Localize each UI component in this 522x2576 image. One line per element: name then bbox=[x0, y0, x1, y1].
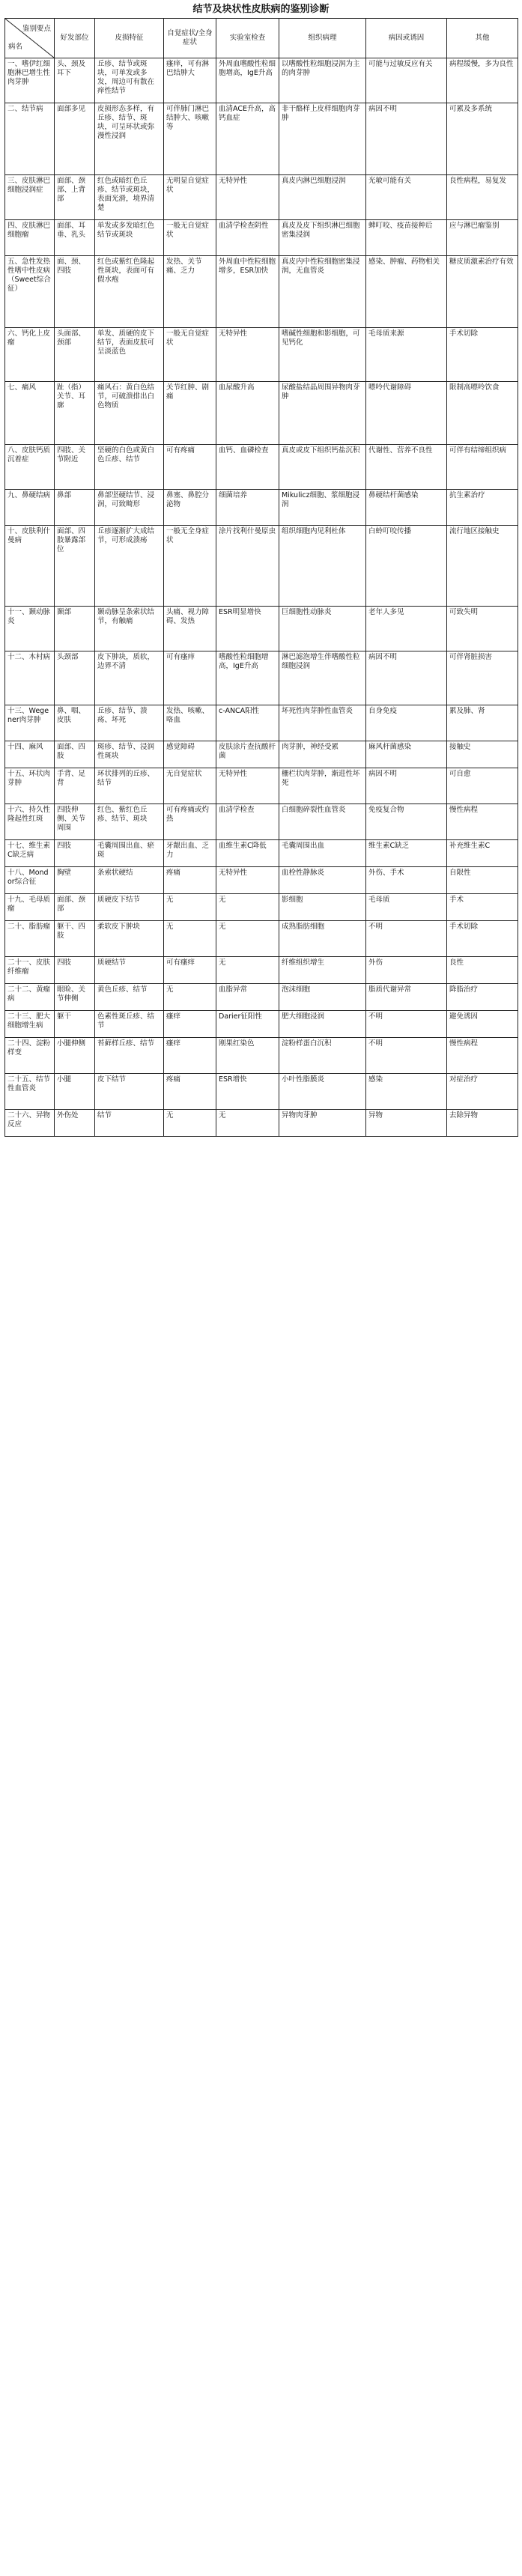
cell-cause: 感染 bbox=[366, 1074, 447, 1110]
cell-other: 可伴有结缔组织病 bbox=[447, 445, 518, 490]
cell-site: 面部、颈部 bbox=[55, 894, 95, 921]
cell-symptom: 一般无全身症状 bbox=[164, 526, 216, 607]
cell-lab: Darier征阳性 bbox=[216, 1011, 279, 1038]
cell-lab: 嗜酸性粒细胞增高，IgE升高 bbox=[216, 651, 279, 705]
cell-symptom: 无 bbox=[164, 984, 216, 1011]
cell-lesion: 柔软皮下肿块 bbox=[95, 921, 164, 957]
cell-cause: 代谢性、营养不良性 bbox=[366, 445, 447, 490]
cell-other: 手术 bbox=[447, 894, 518, 921]
cell-pathology: 真皮内中性粒细胞密集浸润，无血管炎 bbox=[279, 256, 366, 328]
cell-lesion: 质硬皮下结节 bbox=[95, 894, 164, 921]
cell-symptom: 无自觉症状 bbox=[164, 768, 216, 804]
cell-other: 补充维生素C bbox=[447, 840, 518, 867]
table-row bbox=[5, 58, 518, 103]
cell-site: 面部、四肢 bbox=[55, 741, 95, 768]
cell-other: 糖皮质激素治疗有效 bbox=[447, 256, 518, 328]
cell-lesion: 黄色丘疹、结节 bbox=[95, 984, 164, 1011]
table-row bbox=[5, 957, 518, 984]
cell-site: 躯干、四肢 bbox=[55, 921, 95, 957]
table-row bbox=[5, 328, 518, 382]
cell-pathology: 异物肉芽肿 bbox=[279, 1110, 366, 1137]
cell-symptom: 一般无自觉症状 bbox=[164, 220, 216, 256]
cell-disease-name: 二十二、黄瘤病 bbox=[5, 984, 55, 1011]
cell-cause: 毛母质 bbox=[366, 894, 447, 921]
cell-disease-name: 二十一、皮肤纤维瘤 bbox=[5, 957, 55, 984]
cell-other: 累及肺、肾 bbox=[447, 705, 518, 741]
header-cause: 病因或诱因 bbox=[366, 19, 447, 58]
header-diag-bottom: 病名 bbox=[8, 43, 23, 51]
cell-lab: 外周血嗜酸性粒细胞增高，IgE升高 bbox=[216, 58, 279, 103]
cell-disease-name: 八、皮肤钙质沉着症 bbox=[5, 445, 55, 490]
cell-pathology: 尿酸盐结晶周围异物肉芽肿 bbox=[279, 382, 366, 445]
cell-symptom: 感觉障碍 bbox=[164, 741, 216, 768]
cell-pathology: 影细胞 bbox=[279, 894, 366, 921]
diagnosis-table bbox=[4, 18, 518, 1137]
cell-disease-name: 二十六、异物反应 bbox=[5, 1110, 55, 1137]
cell-disease-name: 十九、毛母质瘤 bbox=[5, 894, 55, 921]
cell-disease-name: 九、鼻硬结病 bbox=[5, 490, 55, 526]
cell-lab: 无 bbox=[216, 921, 279, 957]
table-row bbox=[5, 175, 518, 220]
cell-disease-name: 二、结节病 bbox=[5, 103, 55, 175]
cell-lab: c-ANCA阳性 bbox=[216, 705, 279, 741]
cell-site: 小腿 bbox=[55, 1074, 95, 1110]
cell-disease-name: 十五、环状肉芽肿 bbox=[5, 768, 55, 804]
table-row bbox=[5, 1038, 518, 1074]
cell-lesion: 斑疹、结节、浸润性斑块 bbox=[95, 741, 164, 768]
cell-cause: 外伤 bbox=[366, 957, 447, 984]
cell-disease-name: 十一、颞动脉炎 bbox=[5, 607, 55, 651]
cell-other: 可致失明 bbox=[447, 607, 518, 651]
cell-site: 躯干 bbox=[55, 1011, 95, 1038]
cell-pathology: 成熟脂肪细胞 bbox=[279, 921, 366, 957]
cell-symptom: 发热、关节痛、乏力 bbox=[164, 256, 216, 328]
cell-cause: 异物 bbox=[366, 1110, 447, 1137]
cell-other: 避免诱因 bbox=[447, 1011, 518, 1038]
cell-disease-name: 四、皮肤淋巴细胞瘤 bbox=[5, 220, 55, 256]
cell-lab: 血尿酸升高 bbox=[216, 382, 279, 445]
cell-site: 颞部 bbox=[55, 607, 95, 651]
cell-lesion: 结节 bbox=[95, 1110, 164, 1137]
cell-symptom: 一般无自觉症状 bbox=[164, 328, 216, 382]
cell-pathology: Mikulicz细胞、浆细胞浸润 bbox=[279, 490, 366, 526]
cell-site: 四肢 bbox=[55, 957, 95, 984]
cell-disease-name: 十、皮肤利什曼病 bbox=[5, 526, 55, 607]
cell-disease-name: 十三、Wegener肉芽肿 bbox=[5, 705, 55, 741]
cell-symptom: 瘙痒 bbox=[164, 1011, 216, 1038]
table-row bbox=[5, 705, 518, 741]
cell-symptom: 无 bbox=[164, 1110, 216, 1137]
cell-cause: 麻风杆菌感染 bbox=[366, 741, 447, 768]
cell-pathology: 小叶性脂膜炎 bbox=[279, 1074, 366, 1110]
cell-disease-name: 十七、维生素C缺乏病 bbox=[5, 840, 55, 867]
cell-cause: 鼻硬结杆菌感染 bbox=[366, 490, 447, 526]
cell-disease-name: 十四、麻风 bbox=[5, 741, 55, 768]
cell-disease-name: 十二、木村病 bbox=[5, 651, 55, 705]
table-row bbox=[5, 651, 518, 705]
table-row bbox=[5, 526, 518, 607]
cell-other: 可伴肾脏损害 bbox=[447, 651, 518, 705]
cell-symptom: 可有疼痛 bbox=[164, 445, 216, 490]
table-row bbox=[5, 445, 518, 490]
cell-other: 限制高嘌呤饮食 bbox=[447, 382, 518, 445]
cell-site: 四肢 bbox=[55, 840, 95, 867]
table-row bbox=[5, 256, 518, 328]
cell-lesion: 颞动脉呈条索状结节，有触痛 bbox=[95, 607, 164, 651]
cell-cause: 自身免疫 bbox=[366, 705, 447, 741]
table-row bbox=[5, 382, 518, 445]
cell-disease-name: 二十、脂肪瘤 bbox=[5, 921, 55, 957]
cell-symptom: 可有疼痛或灼热 bbox=[164, 804, 216, 840]
cell-lab: 血清ACE升高，高钙血症 bbox=[216, 103, 279, 175]
cell-site: 外伤处 bbox=[55, 1110, 95, 1137]
table-row bbox=[5, 840, 518, 867]
cell-other: 慢性病程 bbox=[447, 804, 518, 840]
cell-cause: 毛母质来源 bbox=[366, 328, 447, 382]
cell-disease-name: 三、皮肤淋巴细胞浸润症 bbox=[5, 175, 55, 220]
table-row bbox=[5, 1074, 518, 1110]
cell-site: 手背、足背 bbox=[55, 768, 95, 804]
cell-symptom: 瘙痒，可有淋巴结肿大 bbox=[164, 58, 216, 103]
cell-lesion: 皮损形态多样，有丘疹、结节、斑块，可呈环状或弥漫性浸润 bbox=[95, 103, 164, 175]
cell-symptom: 无 bbox=[164, 921, 216, 957]
cell-cause: 免疫复合物 bbox=[366, 804, 447, 840]
cell-cause: 病因不明 bbox=[366, 103, 447, 175]
cell-symptom: 关节红肿、剧痛 bbox=[164, 382, 216, 445]
cell-cause: 嘌呤代谢障碍 bbox=[366, 382, 447, 445]
cell-lesion: 鼻部坚硬结节、浸润，可致畸形 bbox=[95, 490, 164, 526]
cell-symptom: 疼痛 bbox=[164, 1074, 216, 1110]
cell-symptom: 牙龈出血、乏力 bbox=[164, 840, 216, 867]
cell-site: 鼻、咽、皮肤 bbox=[55, 705, 95, 741]
cell-pathology: 真皮或皮下组织钙盐沉积 bbox=[279, 445, 366, 490]
cell-pathology: 以嗜酸性粒细胞浸润为主的肉芽肿 bbox=[279, 58, 366, 103]
cell-cause: 不明 bbox=[366, 1038, 447, 1074]
cell-disease-name: 二十三、肥大细胞增生病 bbox=[5, 1011, 55, 1038]
cell-site: 胸壁 bbox=[55, 867, 95, 894]
cell-lesion: 痛风石：黄白色结节，可破溃排出白色物质 bbox=[95, 382, 164, 445]
cell-lab: 无 bbox=[216, 1110, 279, 1137]
cell-pathology: 纤维组织增生 bbox=[279, 957, 366, 984]
cell-site: 鼻部 bbox=[55, 490, 95, 526]
cell-site: 面部、颈部、上背部 bbox=[55, 175, 95, 220]
header-lesion: 皮损特征 bbox=[95, 19, 164, 58]
cell-pathology: 非干酪样上皮样细胞肉芽肿 bbox=[279, 103, 366, 175]
cell-cause: 白蛉叮咬传播 bbox=[366, 526, 447, 607]
cell-pathology: 淀粉样蛋白沉积 bbox=[279, 1038, 366, 1074]
cell-symptom: 头痛、视力障碍、发热 bbox=[164, 607, 216, 651]
cell-lesion: 红色或紫红色隆起性斑块，表面可有假水疱 bbox=[95, 256, 164, 328]
cell-lab: 外周血中性粒细胞增多，ESR加快 bbox=[216, 256, 279, 328]
cell-lesion: 丘疹、结节、溃疡、坏死 bbox=[95, 705, 164, 741]
cell-cause: 维生素C缺乏 bbox=[366, 840, 447, 867]
cell-other: 自限性 bbox=[447, 867, 518, 894]
cell-symptom: 无 bbox=[164, 894, 216, 921]
cell-pathology: 泡沫细胞 bbox=[279, 984, 366, 1011]
cell-other: 可自愈 bbox=[447, 768, 518, 804]
cell-site: 四肢、关节附近 bbox=[55, 445, 95, 490]
cell-lesion: 单发或多发暗红色结节或斑块 bbox=[95, 220, 164, 256]
cell-other: 流行地区接触史 bbox=[447, 526, 518, 607]
cell-cause: 蜱叮咬、疫苗接种后 bbox=[366, 220, 447, 256]
cell-lesion: 条索状硬结 bbox=[95, 867, 164, 894]
cell-symptom: 无明显自觉症状 bbox=[164, 175, 216, 220]
cell-lesion: 红色或暗红色丘疹、结节或斑块，表面光滑，境界清楚 bbox=[95, 175, 164, 220]
cell-lab: 细菌培养 bbox=[216, 490, 279, 526]
cell-lab: 皮肤涂片查抗酸杆菌 bbox=[216, 741, 279, 768]
cell-cause: 感染、肿瘤、药物相关 bbox=[366, 256, 447, 328]
cell-lab: 涂片找利什曼原虫 bbox=[216, 526, 279, 607]
cell-disease-name: 五、急性发热性嗜中性皮病（Sweet综合征） bbox=[5, 256, 55, 328]
cell-lab: 血脂异常 bbox=[216, 984, 279, 1011]
cell-cause: 病因不明 bbox=[366, 651, 447, 705]
cell-disease-name: 十八、Mondor综合征 bbox=[5, 867, 55, 894]
table-row bbox=[5, 804, 518, 840]
cell-pathology: 真皮内淋巴细胞浸润 bbox=[279, 175, 366, 220]
header-pathology: 组织病理 bbox=[279, 19, 366, 58]
table-row bbox=[5, 490, 518, 526]
table-row bbox=[5, 894, 518, 921]
cell-other: 降脂治疗 bbox=[447, 984, 518, 1011]
cell-pathology: 真皮及皮下组织淋巴细胞密集浸润 bbox=[279, 220, 366, 256]
document-title: 结节及块状性皮肤病的鉴别诊断 bbox=[192, 4, 330, 15]
cell-other: 手术切除 bbox=[447, 921, 518, 957]
cell-lab: 无 bbox=[216, 957, 279, 984]
header-diagonal-cell bbox=[5, 19, 55, 58]
cell-lab: 无特异性 bbox=[216, 328, 279, 382]
header-other: 其他 bbox=[447, 19, 518, 58]
table-row bbox=[5, 984, 518, 1011]
cell-site: 小腿伸侧 bbox=[55, 1038, 95, 1074]
cell-lesion: 皮下肿块，质软，边界不清 bbox=[95, 651, 164, 705]
cell-other: 接触史 bbox=[447, 741, 518, 768]
cell-other: 可累及多系统 bbox=[447, 103, 518, 175]
table-row bbox=[5, 867, 518, 894]
cell-other: 病程缓慢，多为良性 bbox=[447, 58, 518, 103]
header-site: 好发部位 bbox=[55, 19, 95, 58]
cell-site: 头颈部 bbox=[55, 651, 95, 705]
table-row bbox=[5, 607, 518, 651]
cell-site: 眼睑、关节伸侧 bbox=[55, 984, 95, 1011]
cell-other: 慢性病程 bbox=[447, 1038, 518, 1074]
table-row bbox=[5, 103, 518, 175]
cell-cause: 可能与过敏反应有关 bbox=[366, 58, 447, 103]
cell-lesion: 单发、质硬的皮下结节，表面皮肤可呈淡蓝色 bbox=[95, 328, 164, 382]
cell-cause: 不明 bbox=[366, 1011, 447, 1038]
cell-lab: 血清学检查 bbox=[216, 804, 279, 840]
header-lab: 实验室检查 bbox=[216, 19, 279, 58]
cell-lesion: 苔藓样丘疹、结节 bbox=[95, 1038, 164, 1074]
cell-other: 抗生素治疗 bbox=[447, 490, 518, 526]
table-row bbox=[5, 1011, 518, 1038]
cell-lesion: 丘疹逐渐扩大成结节，可形成溃疡 bbox=[95, 526, 164, 607]
cell-symptom: 瘙痒 bbox=[164, 1038, 216, 1074]
cell-lab: 血维生素C降低 bbox=[216, 840, 279, 867]
cell-lab: 血清学检查阴性 bbox=[216, 220, 279, 256]
cell-symptom: 可伴肺门淋巴结肿大、咳嗽等 bbox=[164, 103, 216, 175]
cell-symptom: 鼻塞、鼻腔分泌物 bbox=[164, 490, 216, 526]
cell-lab: 无特异性 bbox=[216, 175, 279, 220]
table-row bbox=[5, 768, 518, 804]
cell-lesion: 坚硬的白色或黄白色丘疹、结节 bbox=[95, 445, 164, 490]
cell-lesion: 环状排列的丘疹、结节 bbox=[95, 768, 164, 804]
cell-lab: 无特异性 bbox=[216, 867, 279, 894]
cell-lesion: 毛囊周围出血、瘀斑 bbox=[95, 840, 164, 867]
cell-other: 对症治疗 bbox=[447, 1074, 518, 1110]
cell-pathology: 血栓性静脉炎 bbox=[279, 867, 366, 894]
cell-disease-name: 二十五、结节性血管炎 bbox=[5, 1074, 55, 1110]
cell-other: 手术切除 bbox=[447, 328, 518, 382]
cell-disease-name: 一、嗜伊红细胞淋巴增生性肉芽肿 bbox=[5, 58, 55, 103]
cell-pathology: 组织细胞内见利杜体 bbox=[279, 526, 366, 607]
cell-site: 面部、四肢暴露部位 bbox=[55, 526, 95, 607]
cell-lab: 刚果红染色 bbox=[216, 1038, 279, 1074]
cell-lesion: 丘疹、结节或斑块，可单发或多发，周边可有散在痒性结节 bbox=[95, 58, 164, 103]
cell-site: 面部多见 bbox=[55, 103, 95, 175]
cell-site: 趾（指）关节、耳廓 bbox=[55, 382, 95, 445]
cell-lab: 无特异性 bbox=[216, 768, 279, 804]
cell-lesion: 质硬结节 bbox=[95, 957, 164, 984]
header-diag-top: 鉴别要点 bbox=[22, 25, 51, 33]
cell-symptom: 疼痛 bbox=[164, 867, 216, 894]
cell-site: 面、颈、四肢 bbox=[55, 256, 95, 328]
cell-pathology: 白细胞碎裂性血管炎 bbox=[279, 804, 366, 840]
table-row bbox=[5, 220, 518, 256]
cell-lesion: 红色、紫红色丘疹、结节、斑块 bbox=[95, 804, 164, 840]
cell-disease-name: 七、痛风 bbox=[5, 382, 55, 445]
cell-pathology: 坏死性肉芽肿性血管炎 bbox=[279, 705, 366, 741]
cell-pathology: 毛囊周围出血 bbox=[279, 840, 366, 867]
cell-lab: ESR增快 bbox=[216, 1074, 279, 1110]
cell-cause: 病因不明 bbox=[366, 768, 447, 804]
cell-pathology: 栅栏状肉芽肿，渐进性坏死 bbox=[279, 768, 366, 804]
cell-symptom: 可有瘙痒 bbox=[164, 957, 216, 984]
cell-lesion: 皮下结节 bbox=[95, 1074, 164, 1110]
cell-other: 应与淋巴瘤鉴别 bbox=[447, 220, 518, 256]
cell-pathology: 肉芽肿，神经受累 bbox=[279, 741, 366, 768]
cell-other: 良性病程，易复发 bbox=[447, 175, 518, 220]
cell-other: 去除异物 bbox=[447, 1110, 518, 1137]
cell-cause: 脂质代谢异常 bbox=[366, 984, 447, 1011]
cell-site: 面部、耳垂、乳头 bbox=[55, 220, 95, 256]
table-row bbox=[5, 921, 518, 957]
cell-lab: 血钙、血磷检查 bbox=[216, 445, 279, 490]
cell-symptom: 发热、咳嗽、咯血 bbox=[164, 705, 216, 741]
cell-lesion: 色素性斑丘疹、结节 bbox=[95, 1011, 164, 1038]
cell-disease-name: 十六、持久性隆起性红斑 bbox=[5, 804, 55, 840]
cell-cause: 光敏可能有关 bbox=[366, 175, 447, 220]
cell-pathology: 巨细胞性动脉炎 bbox=[279, 607, 366, 651]
cell-site: 头、颈及耳下 bbox=[55, 58, 95, 103]
cell-symptom: 可有瘙痒 bbox=[164, 651, 216, 705]
cell-site: 头面部、颈部 bbox=[55, 328, 95, 382]
cell-lab: 无 bbox=[216, 894, 279, 921]
table-row bbox=[5, 741, 518, 768]
cell-cause: 老年人多见 bbox=[366, 607, 447, 651]
cell-pathology: 嗜碱性细胞和影细胞，可见钙化 bbox=[279, 328, 366, 382]
cell-site: 四肢伸侧、关节周围 bbox=[55, 804, 95, 840]
cell-other: 良性 bbox=[447, 957, 518, 984]
cell-pathology: 肥大细胞浸润 bbox=[279, 1011, 366, 1038]
cell-cause: 不明 bbox=[366, 921, 447, 957]
header-row bbox=[5, 19, 518, 58]
cell-disease-name: 六、钙化上皮瘤 bbox=[5, 328, 55, 382]
table-body bbox=[5, 58, 518, 1137]
cell-cause: 外伤、手术 bbox=[366, 867, 447, 894]
cell-disease-name: 二十四、淀粉样变 bbox=[5, 1038, 55, 1074]
cell-lab: ESR明显增快 bbox=[216, 607, 279, 651]
table-row bbox=[5, 1110, 518, 1137]
cell-pathology: 淋巴滤泡增生伴嗜酸性粒细胞浸润 bbox=[279, 651, 366, 705]
header-symptom: 自觉症状/全身症状 bbox=[164, 19, 216, 58]
